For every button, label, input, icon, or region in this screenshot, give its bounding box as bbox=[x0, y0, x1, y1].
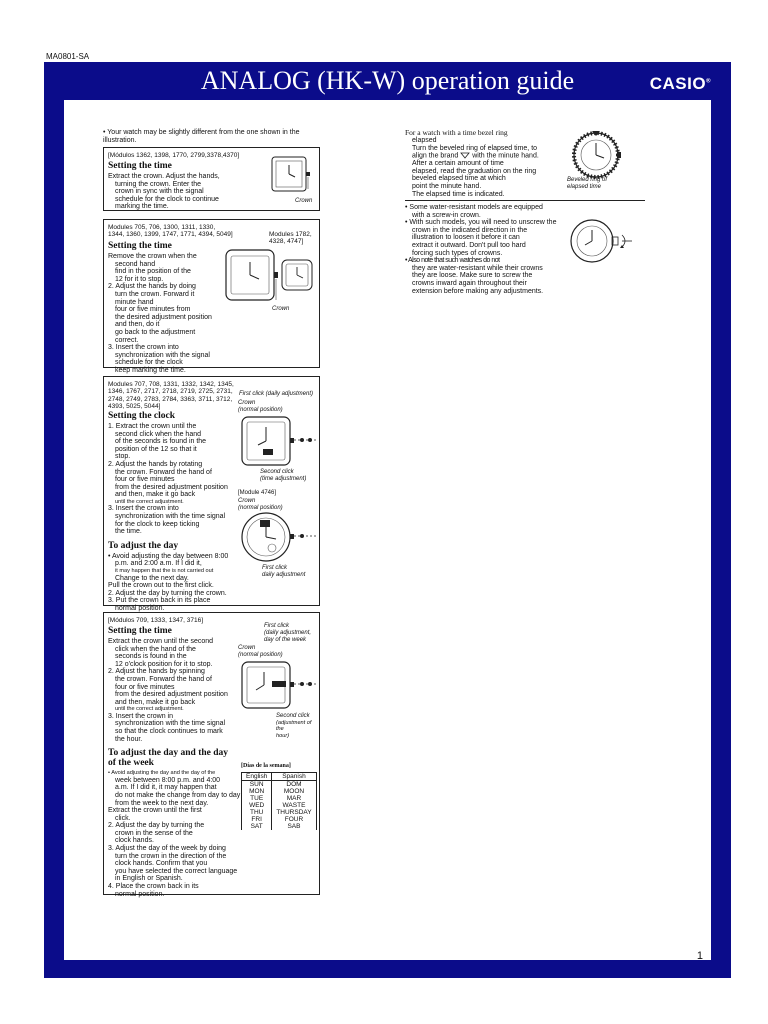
screw-crown-line: illustration to loosen it before it can bbox=[412, 234, 520, 242]
box2-crown-caption: Crown bbox=[272, 306, 290, 312]
box4-line: and then, make it go back bbox=[115, 698, 196, 706]
weekday-table-grid bbox=[241, 772, 317, 830]
box4-line: clock hands. Confirm that you bbox=[115, 860, 208, 868]
bezel-line: elapsed bbox=[412, 137, 437, 144]
box-setting-clock bbox=[103, 376, 320, 612]
bezel-line: elapsed, read the graduation on the ring bbox=[412, 167, 537, 175]
screw-crown-line: • Some water-resistant models are equipped bbox=[405, 204, 543, 211]
screw-crown-line: they are water-resistant while their crowns bbox=[412, 264, 543, 272]
box4-line: 12 o'clock position for it to stop. bbox=[115, 660, 213, 668]
box3-line: for the clock to keep ticking bbox=[115, 520, 200, 528]
box4-first-click-caption: First click (daily adjustment, day of the week bbox=[264, 623, 312, 643]
box4-line: 2. Adjust the hands by spinning bbox=[108, 668, 205, 676]
box2-line: and then, do it bbox=[115, 321, 160, 329]
bezel-line: After a certain amount of time bbox=[412, 160, 504, 168]
casio-logo: CASIO® bbox=[649, 74, 711, 93]
box2-line: go back to the adjustment bbox=[115, 328, 196, 336]
box4-line: turn the crown in the direction of the bbox=[115, 852, 227, 860]
box3-line: Pull the crown out to the first click. bbox=[108, 582, 214, 590]
box1-heading: Setting the time bbox=[108, 161, 172, 171]
box4-line: crown in the sense of the bbox=[115, 829, 193, 837]
two-watches-illustration bbox=[222, 248, 318, 306]
box-setting-time-1 bbox=[103, 147, 320, 211]
box3-modules: Modules 707, 708, 1331, 1332, 1342, 1345, 1346, 1767, 2717, 2718, 2719, 2725, 2731, 2748, 2749, 2783, 2784, 3363, 3711, 3712, 4393, 5025, 5044] bbox=[108, 381, 234, 411]
box3-small-note: it may happen that the is not carried out bbox=[115, 568, 214, 574]
box3-first-click-caption-2: First click daily adjustment bbox=[262, 565, 306, 578]
box3-heading-day: To adjust the day bbox=[108, 540, 179, 551]
box1-crown-caption: Crown bbox=[295, 198, 313, 204]
box-setting-time-day bbox=[103, 612, 320, 898]
box4-line: Extract the crown until the second bbox=[108, 638, 214, 645]
section-divider bbox=[405, 200, 645, 201]
screw-crown-line: crowns inward again throughout their bbox=[412, 279, 527, 287]
box3-first-click-caption: First click (daily adjustment) bbox=[239, 391, 314, 397]
screw-crown-watch-illustration bbox=[566, 217, 636, 267]
box3-line: the crown. Forward the hand of bbox=[115, 468, 212, 476]
bezel-watch-illustration bbox=[570, 130, 624, 182]
box4-line: 2. Adjust the day by turning the bbox=[108, 822, 205, 830]
page-title: ANALOG (HK-W) operation guide bbox=[200, 66, 575, 95]
box3-line: 3. Insert the crown into bbox=[108, 505, 179, 513]
box4-line: do not make the change from day to day bbox=[115, 791, 241, 799]
box4-crown-caption: Crown (normal position) bbox=[238, 645, 283, 658]
box3-crown-caption-2: Crown (normal position) bbox=[238, 498, 283, 511]
box4-small-note: • Avoid adjusting the day and the day of the bbox=[108, 770, 216, 777]
box3-line: the time. bbox=[115, 528, 142, 536]
box4-line: a.m. If I did it, it may happen that bbox=[115, 784, 217, 792]
box3-line: stop. bbox=[115, 453, 131, 461]
box4-line: the crown. Forward the hand of bbox=[115, 675, 212, 683]
box3-small-note: until the correct adjustment. bbox=[115, 498, 184, 505]
box2-heading: Setting the time bbox=[108, 241, 172, 251]
box2-line: synchronization with the signal bbox=[115, 351, 210, 359]
screw-crown-line: extension before making any adjustments. bbox=[412, 287, 544, 295]
box2-modules: Modules 705, 706, 1300, 1311, 1330, 1344, 1360, 1399, 1747, 1771, 4394, 5049] bbox=[108, 224, 233, 239]
box3-line: p.m. and 2:00 a.m. If I did it, bbox=[115, 560, 202, 568]
box4-heading-day-week: To adjust the day and the day of the week bbox=[108, 748, 229, 769]
box3-heading: Setting the clock bbox=[108, 411, 176, 421]
box2-line: schedule for the clock bbox=[115, 359, 183, 367]
box4-second-click-caption: Second click (adjustment of the hour) bbox=[276, 713, 312, 739]
box3-line: position of the 12 so that it bbox=[115, 445, 197, 453]
day-date-watch-illustration bbox=[238, 660, 320, 712]
box3-line: second click when the hand bbox=[115, 430, 201, 438]
box3-line: synchronization with the time signal bbox=[115, 513, 226, 521]
box4-line: Extract the crown until the first bbox=[108, 807, 202, 815]
weekday-table bbox=[241, 763, 317, 830]
box3-line: of the seconds is found in the bbox=[115, 438, 207, 446]
box2-line: correct. bbox=[115, 336, 139, 344]
box2-line: 2. Adjust the hands by doing bbox=[108, 283, 196, 291]
bezel-ring-section bbox=[405, 129, 565, 198]
box3-line: 2. Adjust the day by turning the crown. bbox=[108, 589, 227, 597]
box1-line: marking the time. bbox=[115, 203, 169, 211]
screw-crown-line: they are loose. Make sure to screw the bbox=[412, 272, 533, 280]
table-header: English bbox=[242, 773, 272, 781]
triangle-mark-icon bbox=[460, 152, 470, 159]
box4-line: 4. Place the crown back in its bbox=[108, 883, 199, 891]
box4-line: seconds is found in the bbox=[115, 653, 187, 661]
box1-line: turning the crown. Enter the bbox=[115, 180, 201, 188]
content-area bbox=[64, 100, 711, 960]
box3-second-click-caption: Second click (time adjustment) bbox=[260, 469, 307, 482]
box4-modules: [Módulos 709, 1333, 1347, 3716] bbox=[108, 617, 204, 624]
document-code: MA0801-SA bbox=[46, 52, 90, 61]
box4-small-note: until the correct adjustment. bbox=[115, 706, 184, 713]
box4-heading: Setting the time bbox=[108, 626, 172, 636]
box4-line: the hour. bbox=[115, 735, 143, 743]
box4-line: from the desired adjustment position bbox=[115, 691, 228, 699]
bezel-line: The elapsed time is indicated. bbox=[412, 190, 505, 198]
box2-line: 12 for it to stop. bbox=[115, 275, 164, 283]
box3-line: and then, make it go back bbox=[115, 491, 196, 499]
box4-line: synchronization with the time signal bbox=[115, 720, 226, 728]
module-4746-label: [Module 4746] bbox=[238, 490, 277, 496]
box1-line: schedule for the clock to continue bbox=[115, 195, 219, 203]
intro-note: • Your watch may be slightly different from the one shown in the illustration. bbox=[103, 129, 300, 144]
box2-line: find in the position of the bbox=[115, 268, 191, 276]
rect-watch-date-illustration bbox=[238, 415, 320, 469]
box4-line: you have selected the correct language bbox=[115, 867, 238, 875]
box2-line: the desired adjustment position bbox=[115, 313, 212, 321]
screw-crown-line: forcing such types of crowns. bbox=[412, 249, 503, 257]
box2-line: turn the crown. Forward it bbox=[115, 290, 195, 298]
weekday-table-title: [Días de la semana] bbox=[241, 763, 291, 769]
screw-crown-line: crown in the indicated direction in the bbox=[412, 226, 528, 234]
box3-line: • Avoid adjusting the day between 8:00 bbox=[108, 552, 229, 560]
box4-line: normal position. bbox=[115, 890, 165, 898]
box4-line: week between 8:00 p.m. and 4:00 bbox=[115, 776, 221, 784]
box4-line: in English or Spanish. bbox=[115, 875, 183, 883]
box4-line: 3. Insert the crown in bbox=[108, 712, 173, 720]
box3-line: Change to the next day. bbox=[115, 574, 189, 582]
box1-line: Extract the crown. Adjust the hands, bbox=[108, 173, 220, 180]
box4-line: so that the clock continues to mark bbox=[115, 728, 223, 736]
box3-line: from the desired adjustment position bbox=[115, 483, 228, 491]
box3-line: 1. Extract the crown until the bbox=[108, 423, 197, 430]
box4-line: 3. Adjust the day of the week by doing bbox=[108, 845, 226, 853]
round-watch-illustration bbox=[238, 511, 320, 567]
bezel-line: align the brand with the minute hand. bbox=[412, 152, 539, 160]
bezel-line: Turn the beveled ring of elapsed time, to bbox=[412, 144, 538, 152]
box4-line: four or five minutes bbox=[115, 683, 175, 691]
bezel-line: point the minute hand. bbox=[412, 182, 482, 190]
box3-line: normal position. bbox=[115, 604, 165, 612]
box2-line: four or five minutes from bbox=[115, 306, 191, 314]
box4-line: from the week to the next day. bbox=[115, 799, 209, 807]
box1-line: crown in sync with the signal bbox=[115, 188, 204, 196]
box2-line: keep marking the time. bbox=[115, 366, 186, 374]
box-setting-time-2 bbox=[103, 219, 320, 374]
box2-line: 3. Insert the crown into bbox=[108, 344, 179, 352]
screw-crown-line: • Also note that such watches do not bbox=[405, 257, 500, 265]
box4-line: click when the hand of the bbox=[115, 645, 196, 653]
screw-crown-line: with a screw-in crown. bbox=[412, 211, 481, 219]
bezel-ring-caption: Beveled ring of elapsed time bbox=[567, 177, 608, 190]
box3-line: 2. Adjust the hands by rotating bbox=[108, 460, 203, 468]
box3-line: 3. Put the crown back in its place bbox=[108, 597, 211, 605]
table-cell: SUN MON TUE WED THU FRI SAT bbox=[242, 781, 272, 831]
screw-crown-line: • With such models, you will need to unscrew the bbox=[405, 219, 557, 227]
box3-line: four or five minutes bbox=[115, 476, 175, 484]
box2-line: minute hand bbox=[115, 298, 154, 306]
page-number: 1 bbox=[696, 950, 703, 962]
box2-modules-right: Modules 1782, 4328, 4747] bbox=[269, 231, 312, 246]
table-cell: DOM MOON MAR WASTE THURSDAY FOUR SAB bbox=[272, 781, 316, 831]
box4-line: clock hands. bbox=[115, 837, 154, 845]
bezel-line: beveled elapsed time at which bbox=[412, 175, 506, 183]
box2-line: Remove the crown when the bbox=[108, 253, 197, 260]
screw-crown-line: extract it outward. Don't pull too hard bbox=[412, 241, 526, 249]
page-frame bbox=[44, 62, 731, 978]
box4-line: click. bbox=[115, 814, 131, 822]
box2-line: second hand bbox=[115, 260, 156, 268]
table-header: Spanish bbox=[272, 773, 316, 781]
box1-modules: [Módulos 1362, 1398, 1770, 2799,3378,4370] bbox=[108, 152, 240, 159]
bezel-heading: For a watch with a time bezel ring bbox=[405, 128, 508, 137]
square-watch-illustration bbox=[264, 155, 318, 199]
box3-crown-caption: Crown (normal position) bbox=[238, 400, 283, 413]
